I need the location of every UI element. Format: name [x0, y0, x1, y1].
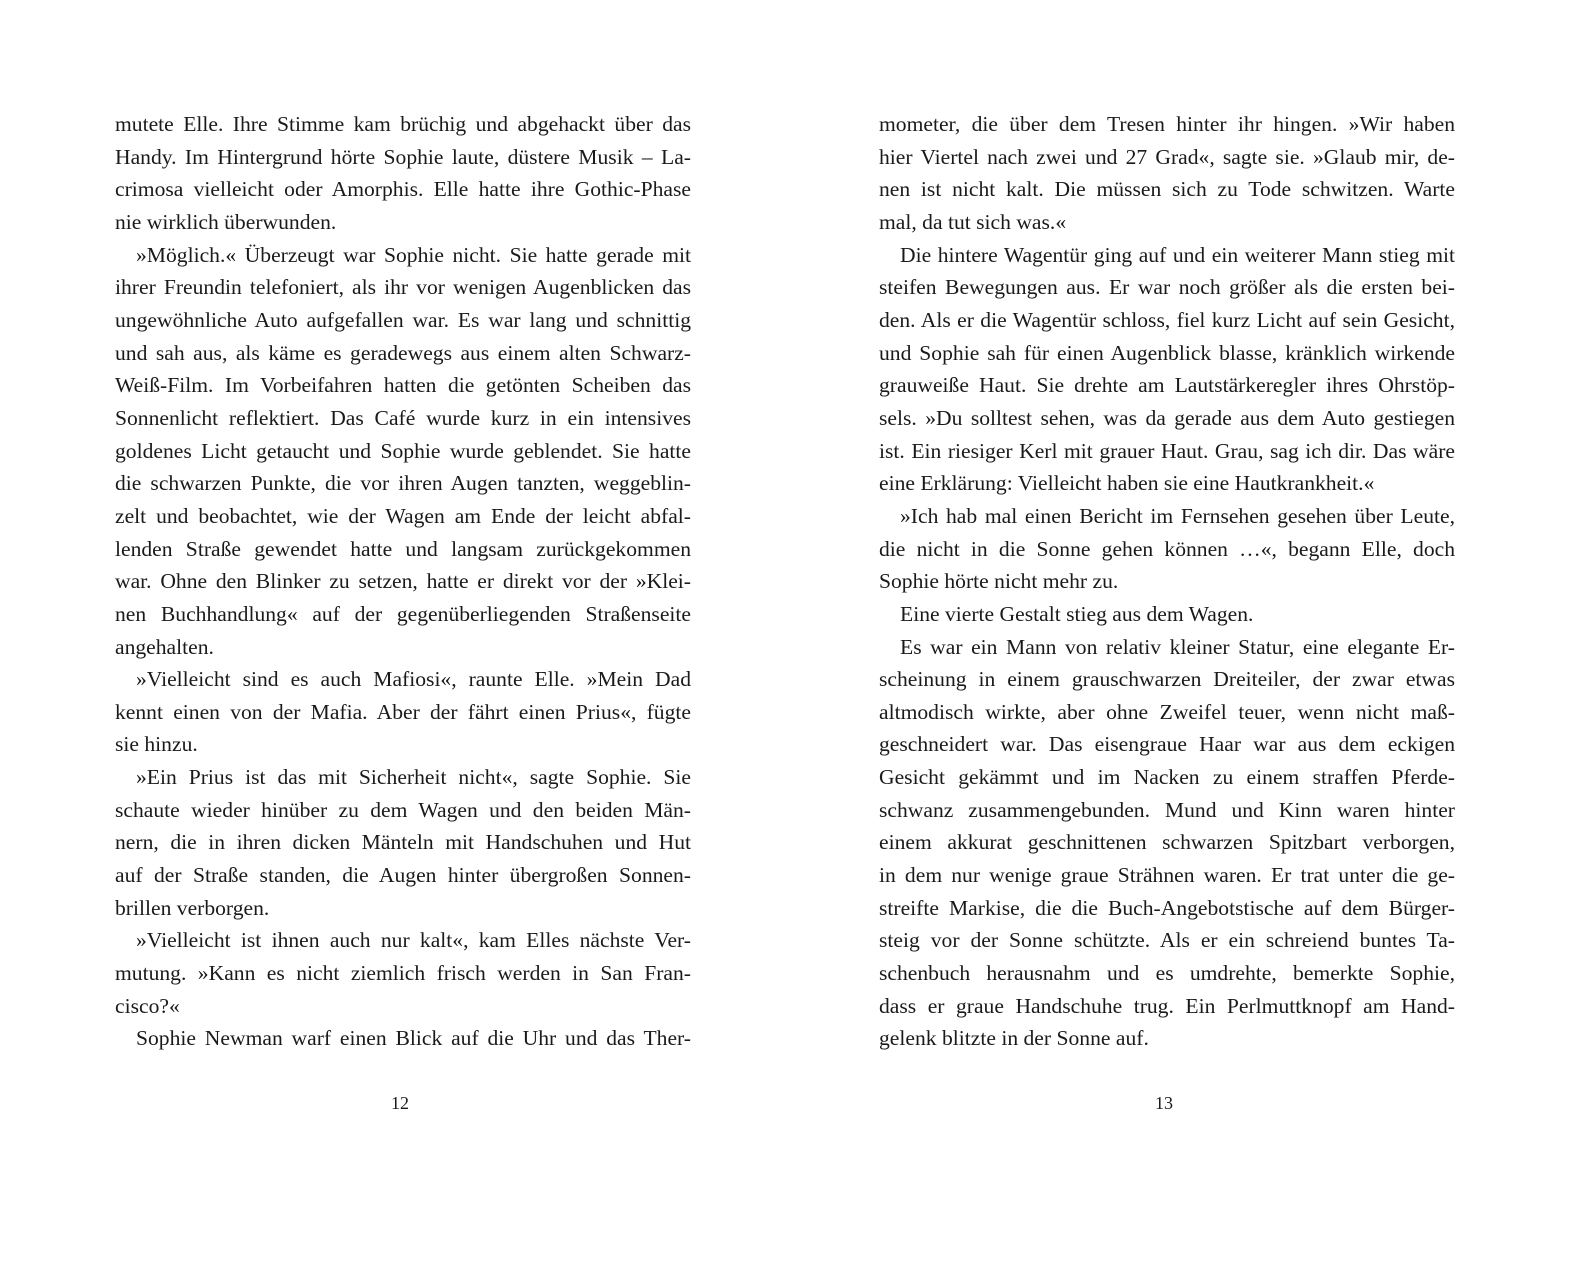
text-line: eine Erklärung: Vielleicht haben sie eine Hautkrankheit.« — [879, 471, 1375, 496]
text-line: Handy. Im Hintergrund hörte Sophie laute, düstere Musik – La- — [115, 144, 691, 169]
text-line: »Ich hab mal einen Bericht im Fernsehen gesehen über Leute, — [900, 503, 1455, 528]
text-line: die schwarzen Punkte, die vor ihren Augen tanzten, weggeblin- — [115, 471, 691, 496]
text-line: steig vor der Sonne schützte. Als er ein schreiend buntes Ta- — [879, 928, 1455, 953]
paragraph — [879, 631, 1455, 1056]
paragraph — [879, 239, 1455, 500]
text-line: ist. Ein riesiger Kerl mit grauer Haut. Grau, sag ich dir. Das wäre — [879, 438, 1455, 463]
paragraph — [115, 108, 691, 239]
text-line: schenbuch herausnahm und es umdrehte, bemerkte Sophie, — [879, 961, 1455, 986]
text-line: lenden Straße gewendet hatte und langsam zurückgekommen — [115, 536, 691, 561]
text-line: mutung. »Kann es nicht ziemlich frisch werden in San Fran- — [115, 961, 691, 986]
text-line: nen Buchhandlung« auf der gegenüberliegenden Straßenseite — [115, 601, 691, 626]
text-line: dass er graue Handschuhe trug. Ein Perlmuttknopf am Hand- — [879, 993, 1455, 1018]
text-line: sels. »Du solltest sehen, was da gerade aus dem Auto gestiegen — [879, 405, 1455, 430]
text-line: Gesicht gekämmt und im Nacken zu einem straffen Pferde- — [879, 765, 1455, 790]
text-line: gelenk blitzte in der Sonne auf. — [879, 1026, 1149, 1051]
text-line: auf der Straße standen, die Augen hinter übergroßen Sonnen- — [115, 863, 691, 888]
text-line: nen ist nicht kalt. Die müssen sich zu Tode schwitzen. Warte — [879, 177, 1455, 202]
text-line: in dem nur wenige graue Strähnen waren. Er trat unter die ge- — [879, 863, 1455, 888]
text-line: nern, die in ihren dicken Mänteln mit Handschuhen und Hut — [115, 830, 691, 855]
text-line: Sophie Newman warf einen Blick auf die Uhr und das Ther- — [136, 1026, 691, 1051]
text-line: ihrer Freundin telefoniert, als ihr vor wenigen Augenblicken das — [115, 275, 691, 300]
text-line: den. Als er die Wagentür schloss, fiel kurz Licht auf sein Gesicht, — [879, 307, 1455, 332]
text-line: ungewöhnliche Auto aufgefallen war. Es war lang und schnittig — [115, 307, 691, 332]
text-line: »Vielleicht ist ihnen auch nur kalt«, kam Elles nächste Ver- — [136, 928, 691, 953]
text-line: mometer, die über dem Tresen hinter ihr hingen. »Wir haben — [879, 112, 1455, 136]
text-line: sie hinzu. — [115, 732, 198, 757]
text-line: geschneidert war. Das eisengraue Haar war aus dem eckigen — [879, 732, 1455, 757]
text-line: zelt und beobachtet, wie der Wagen am Ende der leicht abfal- — [115, 503, 691, 528]
paragraph — [879, 598, 1455, 631]
paragraph — [879, 108, 1455, 239]
text-line: steifen Bewegungen aus. Er war noch größer als die ersten bei- — [879, 275, 1455, 300]
text-line: »Möglich.« Überzeugt war Sophie nicht. Sie hatte gerade mit — [136, 242, 691, 267]
text-line: Weiß-Film. Im Vorbeifahren hatten die getönten Scheiben das — [115, 373, 691, 398]
text-line: mal, da tut sich was.« — [879, 209, 1067, 234]
text-line: brillen verborgen. — [115, 895, 270, 920]
text-line: Es war ein Mann von relativ kleiner Statur, eine elegante Er- — [900, 634, 1455, 659]
text-line: und sah aus, als käme es geradewegs aus einem alten Schwarz- — [115, 340, 691, 365]
text-line: Die hintere Wagentür ging auf und ein weiterer Mann stieg mit — [900, 242, 1455, 267]
text-line: »Ein Prius ist das mit Sicherheit nicht«, sagte Sophie. Sie — [136, 765, 691, 790]
text-line: mutete Elle. Ihre Stimme kam brüchig und abgehackt über das — [115, 112, 691, 136]
text-line: streifte Markise, die die Buch-Angebotstische auf dem Bürger- — [879, 895, 1455, 920]
text-line: kennt einen von der Mafia. Aber der fährt einen Prius«, fügte — [115, 699, 691, 724]
paragraph — [115, 1022, 691, 1055]
text-line: cisco?« — [115, 993, 180, 1018]
text-line: und Sophie sah für einen Augenblick blasse, kränklich wirkende — [879, 340, 1455, 365]
text-line: crimosa vielleicht oder Amorphis. Elle hatte ihre Gothic-Phase — [115, 177, 691, 202]
text-line: angehalten. — [115, 634, 214, 659]
text-line: schaute wieder hinüber zu dem Wagen und den beiden Män- — [115, 797, 691, 822]
text-line: goldenes Licht getaucht und Sophie wurde geblendet. Sie hatte — [115, 438, 691, 463]
left-page — [115, 108, 691, 1055]
text-line: nie wirklich überwunden. — [115, 209, 337, 234]
left-page-text — [115, 108, 691, 1055]
right-page — [879, 108, 1455, 1055]
paragraph — [115, 924, 691, 1022]
text-line: schwanz zusammengebunden. Mund und Kinn waren hinter — [879, 797, 1455, 822]
paragraph — [115, 239, 691, 664]
text-line: Sophie hörte nicht mehr zu. — [879, 569, 1119, 594]
right-page-text — [879, 108, 1455, 1055]
paragraph — [879, 500, 1455, 598]
text-line: hier Viertel nach zwei und 27 Grad«, sagte sie. »Glaub mir, de- — [879, 144, 1455, 169]
text-line: einem akkurat geschnittenen schwarzen Spitzbart verborgen, — [879, 830, 1455, 855]
text-line: war. Ohne den Blinker zu setzen, hatte er direkt vor der »Klei- — [115, 569, 691, 594]
text-line: Sonnenlicht reflektiert. Das Café wurde kurz in ein intensives — [115, 405, 691, 430]
text-line: Eine vierte Gestalt stieg aus dem Wagen. — [900, 601, 1254, 626]
text-line: altmodisch wirkte, aber ohne Zweifel teuer, wenn nicht maß- — [879, 699, 1455, 724]
left-page-number: 12 — [391, 1093, 409, 1113]
text-line: scheinung in einem grauschwarzen Dreiteiler, der zwar etwas — [879, 667, 1455, 692]
paragraph — [115, 663, 691, 761]
paragraph — [115, 761, 691, 924]
text-line: grauweiße Haut. Sie drehte am Lautstärkeregler ihres Ohrstöp- — [879, 373, 1455, 398]
text-line: »Vielleicht sind es auch Mafiosi«, raunte Elle. »Mein Dad — [136, 667, 691, 692]
right-page-number: 13 — [1155, 1093, 1173, 1113]
text-line: die nicht in die Sonne gehen können …«, begann Elle, doch — [879, 536, 1455, 561]
